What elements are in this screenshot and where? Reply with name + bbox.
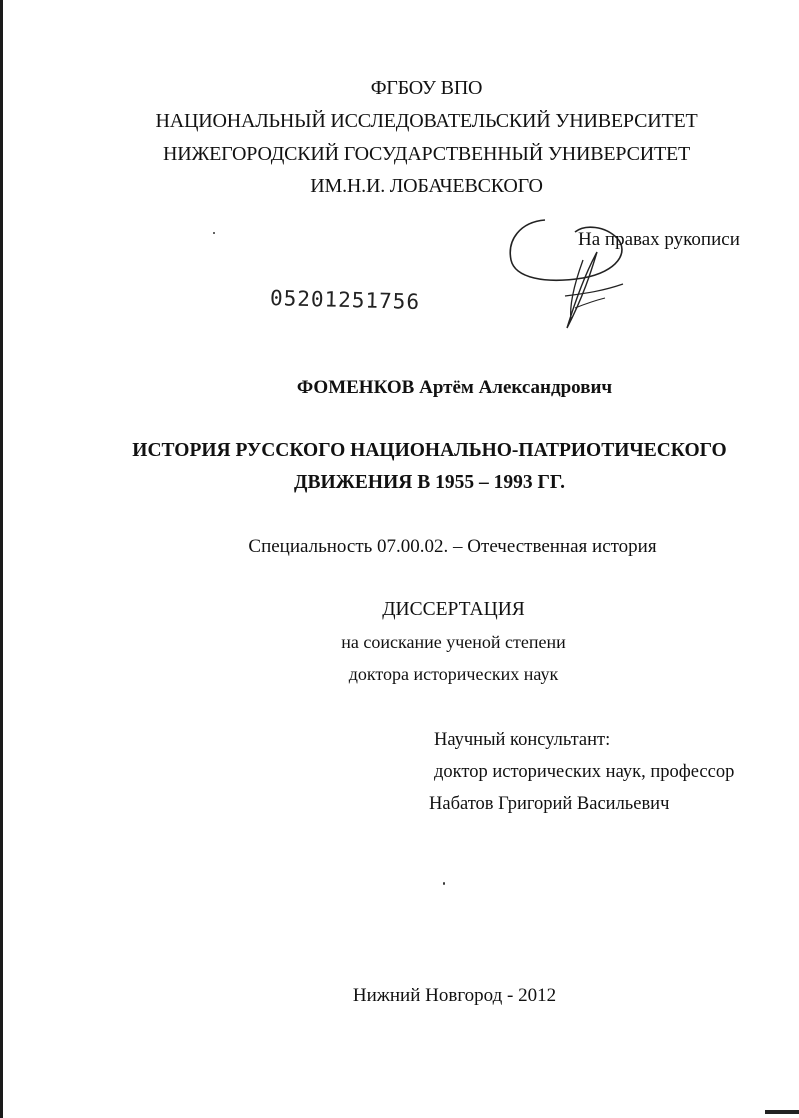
author-name: ФОМЕНКОВ Артём Александрович xyxy=(296,377,613,398)
dissertation-purpose-2: доктора исторических наук xyxy=(348,664,559,684)
city-year: Нижний Новгород - 2012 xyxy=(352,985,557,1006)
consultant-degree: доктор исторических наук, профессор xyxy=(434,762,735,782)
scan-speck xyxy=(213,232,215,234)
manuscript-note: На правах рукописи xyxy=(578,229,740,250)
dissertation-type: ДИССЕРТАЦИЯ xyxy=(382,599,525,620)
consultant-name: Набатов Григорий Васильевич xyxy=(429,794,670,814)
scan-edge-mark xyxy=(765,1110,799,1114)
university-line-2: НИЖЕГОРОДСКИЙ ГОСУДАРСТВЕННЫЙ УНИВЕРСИТЕТ xyxy=(162,143,691,165)
thesis-title-line-2: ДВИЖЕНИЯ В 1955 – 1993 ГГ. xyxy=(294,472,565,493)
scan-speck xyxy=(443,882,445,885)
university-line-3: ИМ.Н.И. ЛОБАЧЕВСКОГО xyxy=(310,175,543,197)
consultant-label: Научный консультант: xyxy=(434,730,611,750)
scan-edge xyxy=(0,0,3,1118)
dissertation-purpose-1: на соискание ученой степени xyxy=(341,632,566,652)
specialty: Специальность 07.00.02. – Отечественная история xyxy=(248,536,657,557)
university-line-1: НАЦИОНАЛЬНЫЙ ИССЛЕДОВАТЕЛЬСКИЙ УНИВЕРСИТЕТ xyxy=(155,110,698,132)
org-line: ФГБОУ ВПО xyxy=(370,77,483,99)
serial-number: 05201251756 xyxy=(269,286,421,314)
thesis-title-line-1: ИСТОРИЯ РУССКОГО НАЦИОНАЛЬНО-ПАТРИОТИЧЕСКОГО xyxy=(132,440,727,461)
